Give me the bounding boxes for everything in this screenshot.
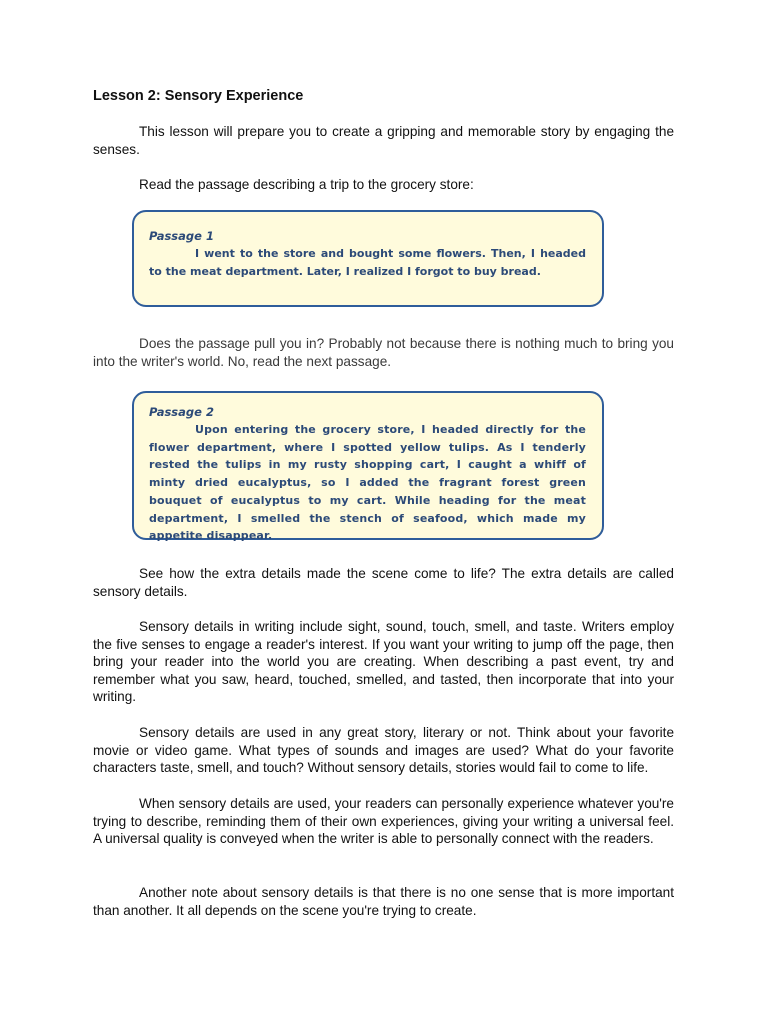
- extra-details-paragraph: See how the extra details made the scene come to life? The extra details are called sensory details.: [93, 566, 674, 599]
- passage-2-heading: Passage 2: [149, 405, 214, 419]
- passage-1-text: I went to the store and bought some flowers. Then, I headed to the meat department. Later, I realized I forgot to buy bread.: [149, 247, 586, 278]
- no-one-sense-paragraph: Another note about sensory details is that there is no one sense that is more important than another. It all depends on the scene you're trying to create.: [93, 885, 674, 918]
- instruction-paragraph: Read the passage describing a trip to the grocery store:: [139, 177, 474, 192]
- universal-feel-paragraph: When sensory details are used, your readers can personally experience whatever you're trying to describe, reminding them of their own experiences, giving your writing a universal feel. A universal quality is conveyed when the writer is able to personally connect with the readers.: [93, 796, 674, 846]
- intro-paragraph: This lesson will prepare you to create a gripping and memorable story by engaging the senses.: [93, 124, 674, 157]
- lesson-title: Lesson 2: Sensory Experience: [93, 88, 304, 104]
- question-paragraph: Does the passage pull you in? Probably not because there is nothing much to bring you into the writer's world. No, read the next passage.: [93, 336, 674, 369]
- great-story-paragraph: Sensory details are used in any great story, literary or not. Think about your favorite movie or video game. What types of sounds and images are used? What do your favorite characters taste, smell, and touch? Without sensory details, stories would fail to come to life.: [93, 725, 674, 775]
- passage-2-text: Upon entering the grocery store, I headed directly for the flower department, where I spotted yellow tulips. As I tenderly rested the tulips in my rusty shopping cart, I caught a whiff of minty dried eucalyptus, so I added the fragrant forest green bouquet of eucalyptus to my cart. While heading for the meat department, I smelled the stench of seafood, which made my appetite disappear.: [149, 423, 586, 543]
- passage-1-heading: Passage 1: [149, 229, 214, 243]
- passage-1-box: [132, 210, 604, 307]
- five-senses-paragraph: Sensory details in writing include sight, sound, touch, smell, and taste. Writers employ the five senses to engage a reader's interest. If you want your writing to jump off the page, then bring your reader into the world you are creating. When describing a past event, try and remember what you saw, heard, touched, smelled, and tasted, then incorporate that into your writing.: [93, 619, 674, 704]
- passage-2-box: [132, 391, 604, 543]
